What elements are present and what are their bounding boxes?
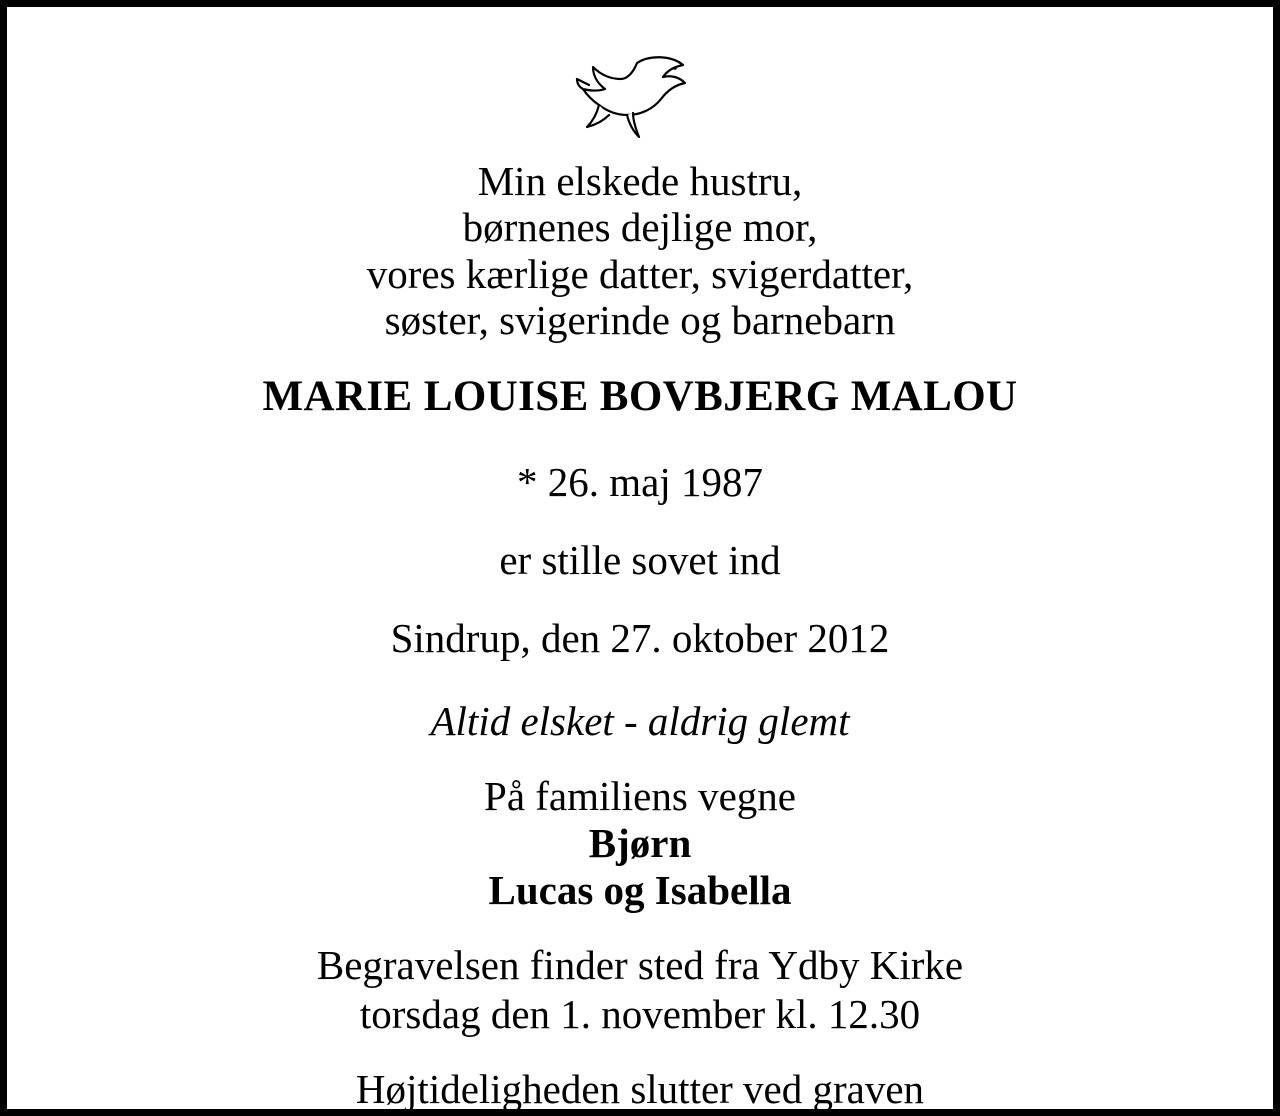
signer-2: Lucas og Isabella — [488, 866, 792, 913]
passing-phrase: er stille sovet ind — [499, 536, 781, 583]
funeral-line-2: torsdag den 1. november kl. 12.30 — [359, 991, 921, 1038]
intro-block — [367, 157, 914, 344]
on-behalf-text: På familiens vegne — [484, 772, 796, 819]
birth-date: * 26. maj 1987 — [517, 458, 763, 505]
signer-1: Bjørn — [588, 819, 692, 866]
intro-line-3: vores kærlige datter, svigerdatter, — [366, 250, 914, 297]
intro-line-4: søster, svigerinde og barnebarn — [384, 296, 896, 343]
intro-line-2: børnenes dejlige mor, — [462, 204, 818, 251]
deceased-name: MARIE LOUISE BOVBJERG MALOU — [262, 373, 1018, 421]
funeral-details — [317, 940, 963, 1041]
signers-block — [489, 820, 792, 914]
dove-icon — [575, 53, 705, 145]
closing-note: Højtideligheden slutter ved graven — [355, 1065, 925, 1112]
epitaph: Altid elsket - aldrig glemt — [430, 698, 850, 745]
funeral-line-1: Begravelsen finder sted fra Ydby Kirke — [316, 942, 964, 989]
place-and-date: Sindrup, den 27. oktober 2012 — [390, 615, 890, 662]
intro-line-1: Min elskede hustru, — [477, 158, 803, 204]
